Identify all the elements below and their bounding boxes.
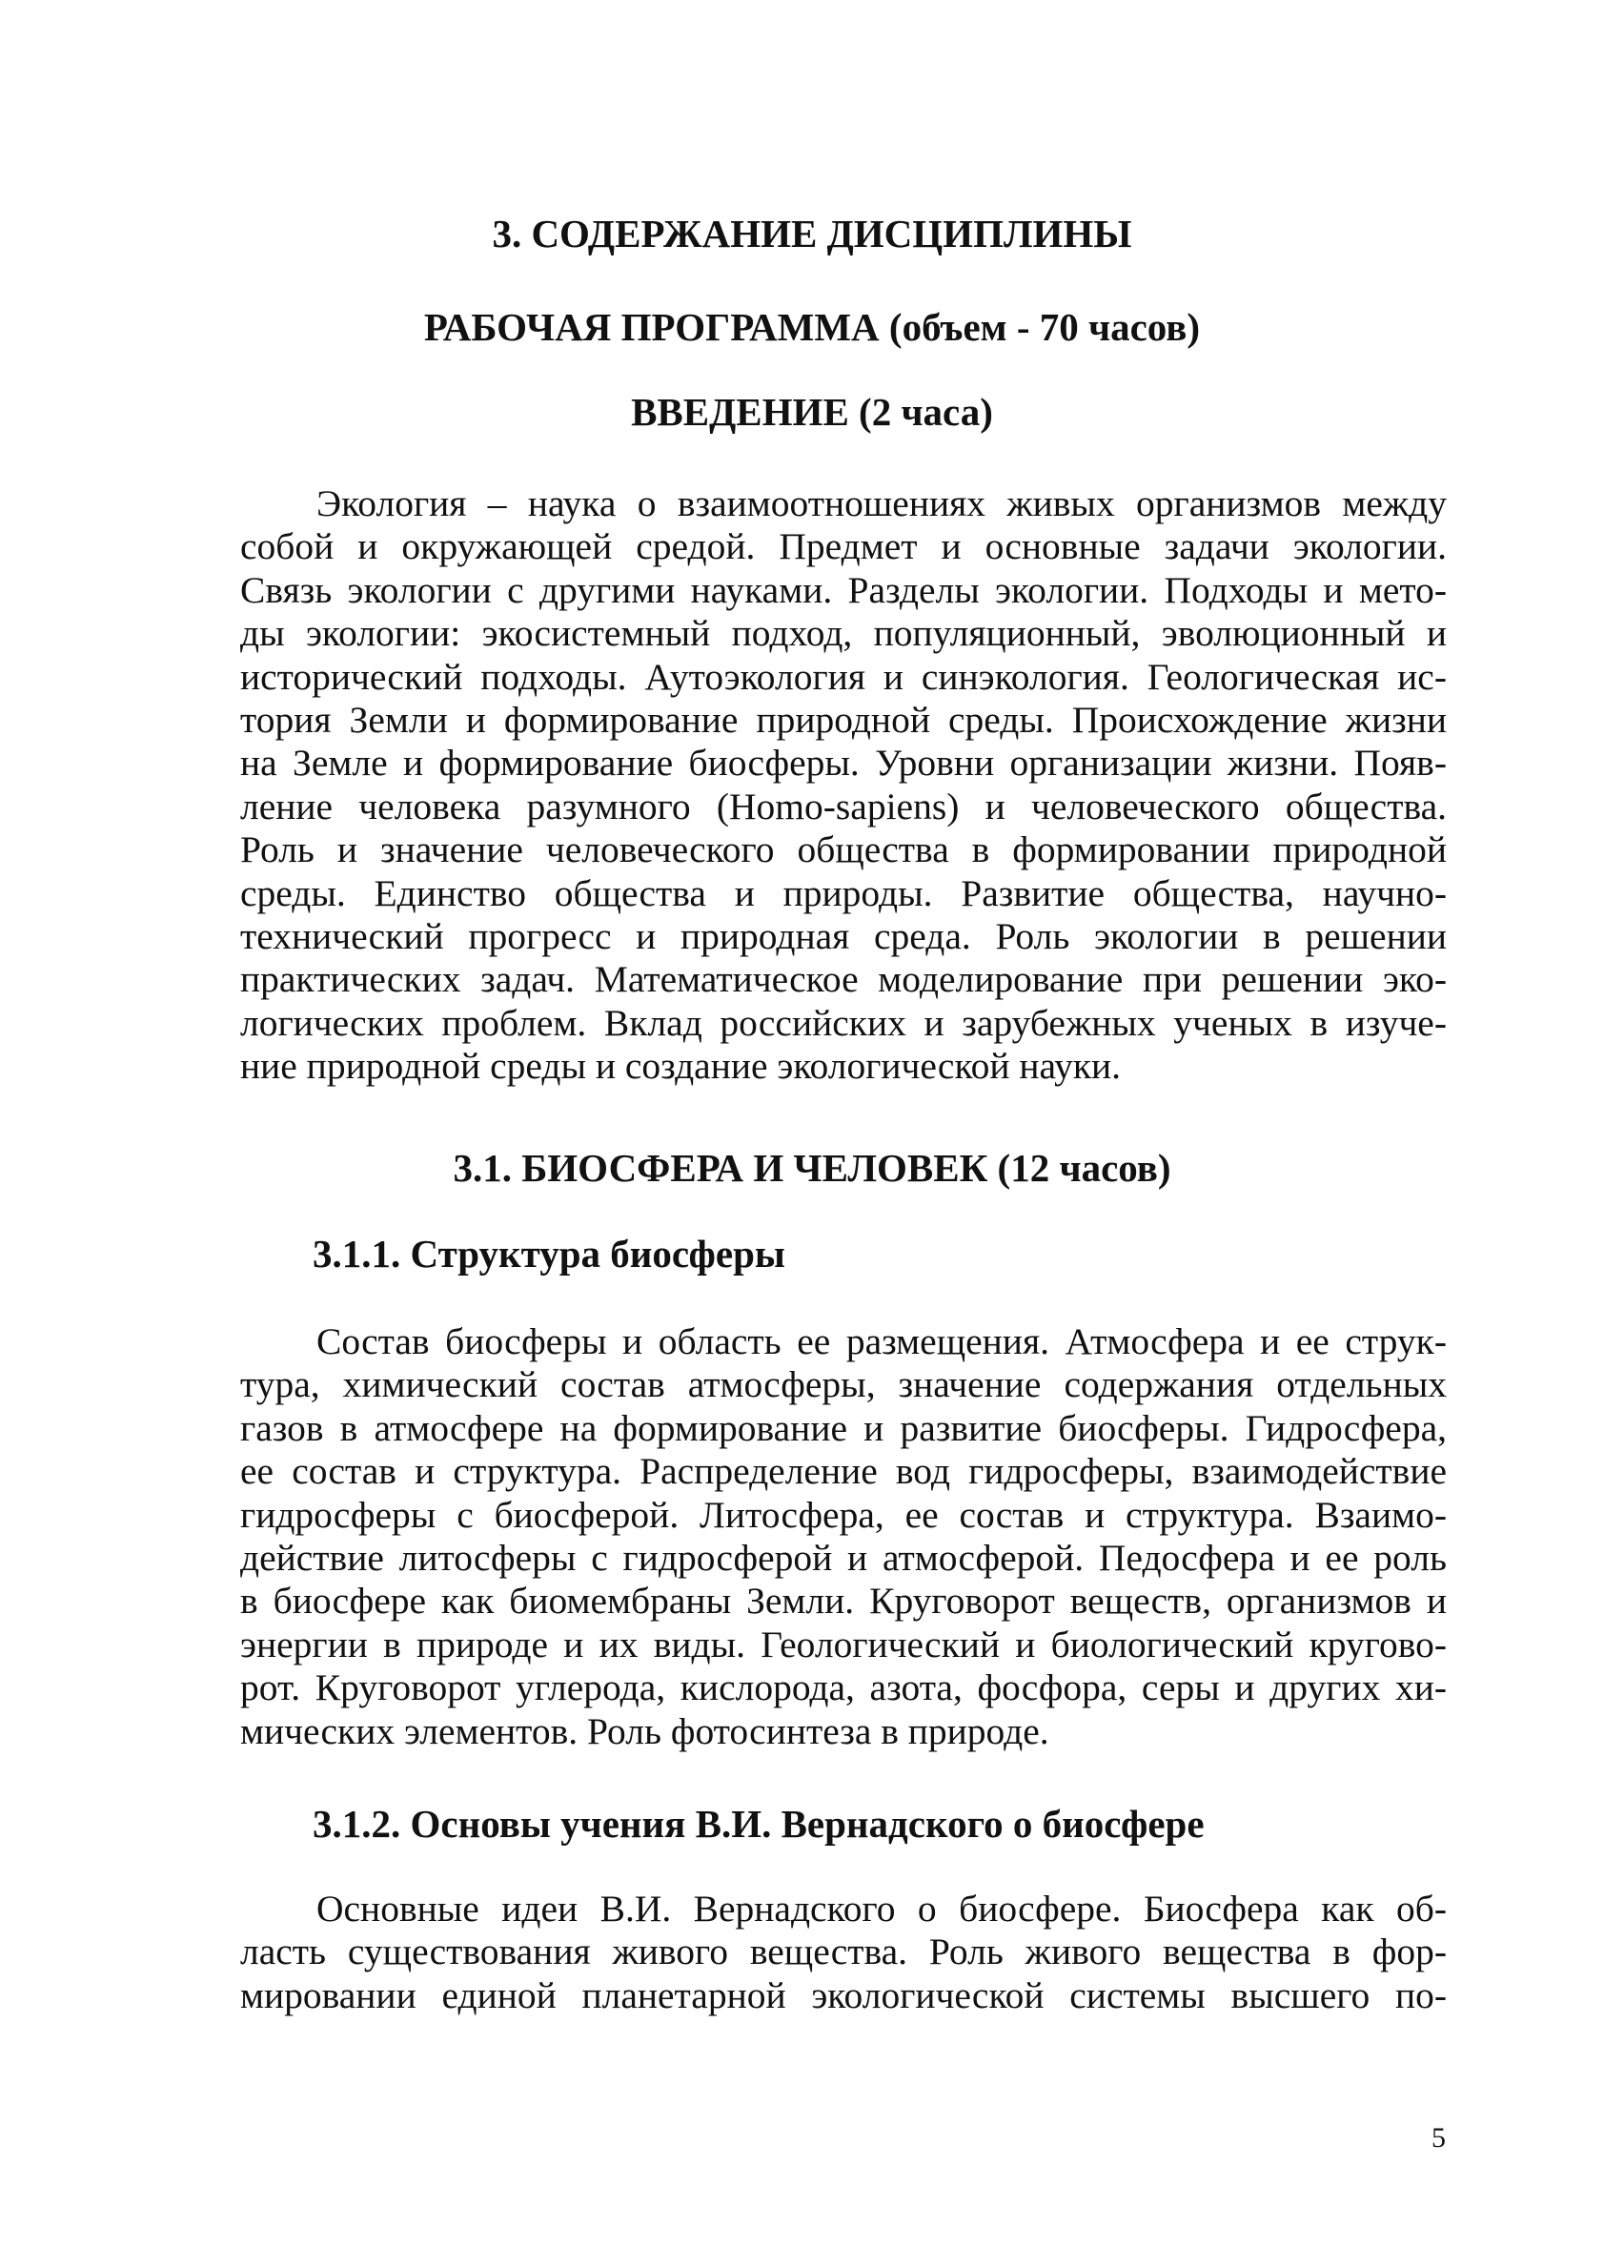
text-line: Состав биосферы и область ее размещения. Атмосфера и ее струк- [316,1320,1447,1362]
text-line: Связь экологии с другими науками. Разделы экологии. Подходы и мето- [240,568,1447,611]
intro-title: ВВЕДЕНИЕ (2 часа) [631,390,993,434]
text-line: мировании единой планетарной экологической системы высшего по- [240,1973,1447,2016]
text-line: Экология – наука о взаимоотношениях живых организмов между [316,482,1447,524]
text-line: в биосфере как биомембраны Земли. Круговорот веществ, организмов и [240,1580,1447,1623]
text-line: ласть существования живого вещества. Роль живого вещества в фор- [240,1931,1447,1973]
text-line: на Земле и формирование биосферы. Уровни организации жизни. Появ- [240,742,1447,785]
text-line: Основные идеи В.И. Вернадского о биосфере. Биосфера как об- [316,1888,1447,1930]
text-line: мических элементов. Роль фотосинтеза в природе. [240,1709,1049,1752]
page-number: 5 [1431,2122,1446,2154]
text-line: практических задач. Математическое моделирование при решении эко- [240,958,1447,1001]
text-line: ды экологии: экосистемный подход, популяционный, эволюционный и [240,612,1447,655]
text-line: технический прогресс и природная среда. Роль экологии в решении [240,915,1447,958]
text-line: ее состав и структура. Распределение вод гидросферы, взаимодействие [240,1450,1447,1493]
text-line: ние природной среды и создание экологической науки. [240,1045,1122,1088]
text-line: собой и окружающей средой. Предмет и основные задачи экологии. [240,525,1447,568]
text-line: среды. Единство общества и природы. Развитие общества, научно- [240,871,1447,914]
text-line: Роль и значение человеческого общества в формировании природной [240,828,1447,871]
text-line: тура, химический состав атмосферы, значение содержания отдельных [240,1363,1447,1406]
text-line: гидросферы с биосферой. Литосфера, ее состав и структура. Взаимо- [240,1493,1447,1536]
section-3-1-2-title: 3.1.2. Основы учения В.И. Вернадского о биосфере [313,1802,1205,1846]
text-line: логических проблем. Вклад российских и зарубежных ученых в изуче- [240,1001,1447,1044]
text-line: энергии в природе и их виды. Геологический и биологический кругово- [240,1623,1447,1665]
text-line: тория Земли и формирование природной среды. Происхождение жизни [240,699,1447,742]
text-line: рот. Круговорот углерода, кислорода, азота, фосфора, серы и других хи- [240,1666,1447,1709]
text-line: ление человека разумного (Homo-sapiens) и человеческого общества. [240,785,1447,828]
program-title: РАБОЧАЯ ПРОГРАММА (объем - 70 часов) [423,305,1201,349]
section-title: 3. СОДЕРЖАНИЕ ДИСЦИПЛИНЫ [492,212,1132,255]
section-3-1-1-paragraph [240,1320,1447,1753]
section-3-1-2-paragraph [240,1888,1447,2017]
text-line: газов в атмосфере на формирование и развитие биосферы. Гидросфера, [240,1406,1447,1449]
section-3-1-1-title: 3.1.1. Структура биосферы [313,1232,785,1276]
intro-paragraph [240,482,1447,1089]
text-line: действие литосферы с гидросферой и атмосферой. Педосфера и ее роль [240,1537,1447,1580]
section-3-1-title: 3.1. БИОСФЕРА И ЧЕЛОВЕК (12 часов) [453,1146,1171,1190]
text-line: исторический подходы. Аутоэкология и синэкология. Геологическая ис- [240,655,1447,698]
